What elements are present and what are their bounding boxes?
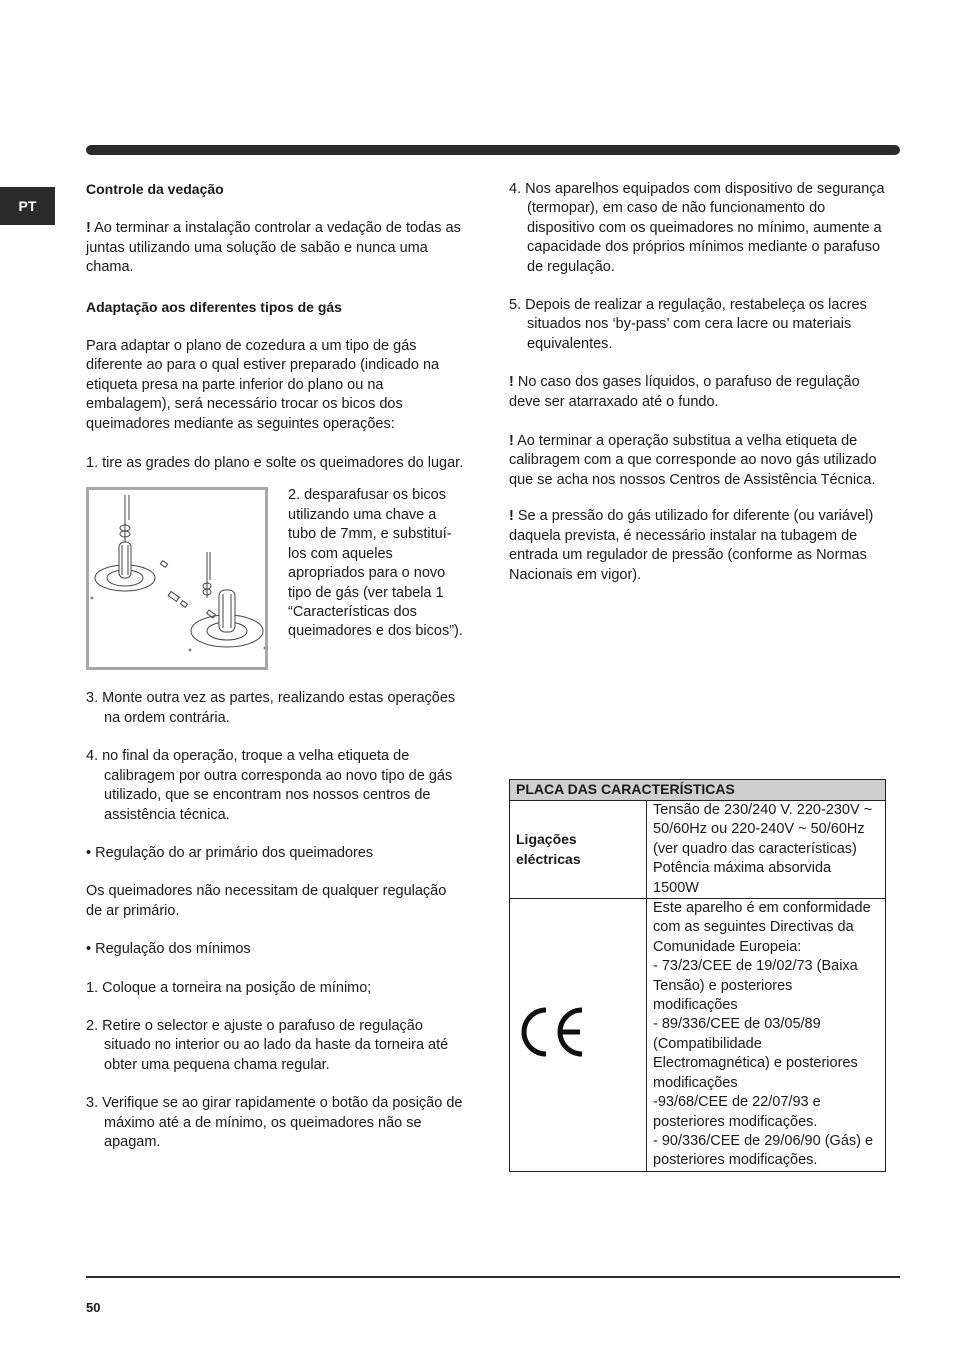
electrical-connections-label: Ligações eléctricas	[510, 801, 647, 899]
step-5-seals: 5. Depois de realizar a regulação, restabeleça os lacres situados nos ‘by-pass’ com cera lacre ou materiais equivalentes.	[509, 297, 867, 352]
warning-mark: !	[509, 508, 514, 525]
ce-mark-icon	[516, 1004, 586, 1060]
electrical-connections-value: Tensão de 230/240 V. 220-230V ~ 50/60Hz ou 220-240V ~ 50/60Hz (ver quadro das características) Potência máxima absorvida 1500W	[647, 801, 886, 899]
burner-nozzle-illustration	[86, 487, 268, 670]
heading-gas-adaptation: Adaptação aos diferentes tipos de gás	[86, 298, 342, 315]
header-rule	[86, 145, 900, 155]
minimum-step-2: 2. Retire o selector e ajuste o parafuso de regulação situado no interior ou ao lado da haste da torneira até obter uma pequena chama regular.	[86, 1017, 449, 1073]
characteristics-table	[509, 779, 886, 1172]
minimum-step-1: 1. Coloque a torneira na posição de mínimo;	[86, 979, 372, 996]
table-row	[510, 801, 886, 899]
bullet-minimum-adjustment: • Regulação dos mínimos	[86, 941, 251, 958]
minimum-step-3: 3. Verifique se ao girar rapidamente o botão da posição de máximo até a de mínimo, os queimadores não se apagam.	[86, 1095, 463, 1150]
step-2: 2. desparafusar os bicos utilizando uma chave a tubo de 7mm, e substituí-los com aqueles apropriados para o novo tipo de gás (ver tabela 1 “Características dos queimadores e dos bicos”).	[288, 487, 463, 640]
bullet-primary-air: • Regulação do ar primário dos queimadores	[86, 844, 374, 861]
warning-mark: !	[86, 220, 91, 237]
note-pressure-regulator: ! Se a pressão do gás utilizado for diferente (ou variável) daquela prevista, é necessário instalar na tubagem de entrada um regulador de pressão (conforme as Normas Nacionais em vigor).	[509, 508, 874, 583]
note-calibration-label: ! Ao terminar a operação substitua a velha etiqueta de calibragem com a que corresponde ao novo gás utilizado que se acha nos nossos Centros de Assistência Técnica.	[509, 433, 877, 488]
figure-row	[86, 486, 466, 670]
table-row	[510, 899, 886, 1172]
language-tab: PT	[0, 187, 55, 225]
ce-mark-cell	[510, 899, 647, 1172]
right-column	[509, 180, 887, 585]
step-4-thermocouple: 4. Nos aparelhos equipados com dispositivo de segurança (termopar), em caso de não funcionamento do dispositivo com os queimadores no mínimo, aumente a capacidade dos próprios mínimos mediante o parafuso de regulação.	[509, 181, 885, 275]
seal-check-note: ! Ao terminar a instalação controlar a vedação de todas as juntas utilizando uma solução de sabão e nunca uma chama.	[86, 220, 461, 276]
step-4: 4. no final da operação, troque a velha etiqueta de calibragem por outra corresponda ao novo tipo de gás utilizado, que se encontram nos nossos centros de assistência técnica.	[86, 748, 453, 823]
step-1: 1. tire as grades do plano e solte os queimadores do lugar.	[86, 455, 464, 472]
page-number: 50	[86, 1300, 101, 1315]
warning-mark: !	[509, 374, 514, 391]
note-liquid-gas: ! No caso dos gases líquidos, o parafuso de regulação deve ser atarraxado até o fundo.	[509, 374, 860, 410]
footer-rule	[86, 1276, 900, 1278]
heading-seal-check: Controle da vedação	[86, 181, 224, 197]
warning-mark: !	[509, 433, 514, 450]
step-3: 3. Monte outra vez as partes, realizando estas operações na ordem contrária.	[86, 690, 456, 726]
left-column	[86, 180, 466, 1152]
gas-adaptation-intro: Para adaptar o plano de cozedura a um tipo de gás diferente ao para o qual estiver preparado (indicado na etiqueta presa na parte inferior do plano ou na embalagem), será necessário trocar os bicos dos queimadores mediante as seguintes operações:	[86, 338, 440, 432]
primary-air-note: Os queimadores não necessitam de qualquer regulação de ar primário.	[86, 883, 447, 919]
table-title: PLACA DAS CARACTERÍSTICAS	[510, 780, 886, 801]
directives-list: Este aparelho é em conformidade com as seguintes Directivas da Comunidade Europeia: - 73/23/CEE de 19/02/73 (Baixa Tensão) e posteriores modificações - 89/336/CEE de 03/05/89 (Compatibilidade Electromagnética) e posteriores modificações -93/68/CEE de 22/07/93 e posteriores modificações. - 90/336/CEE de 29/06/90 (Gás) e posteriores modificações.	[647, 899, 886, 1172]
